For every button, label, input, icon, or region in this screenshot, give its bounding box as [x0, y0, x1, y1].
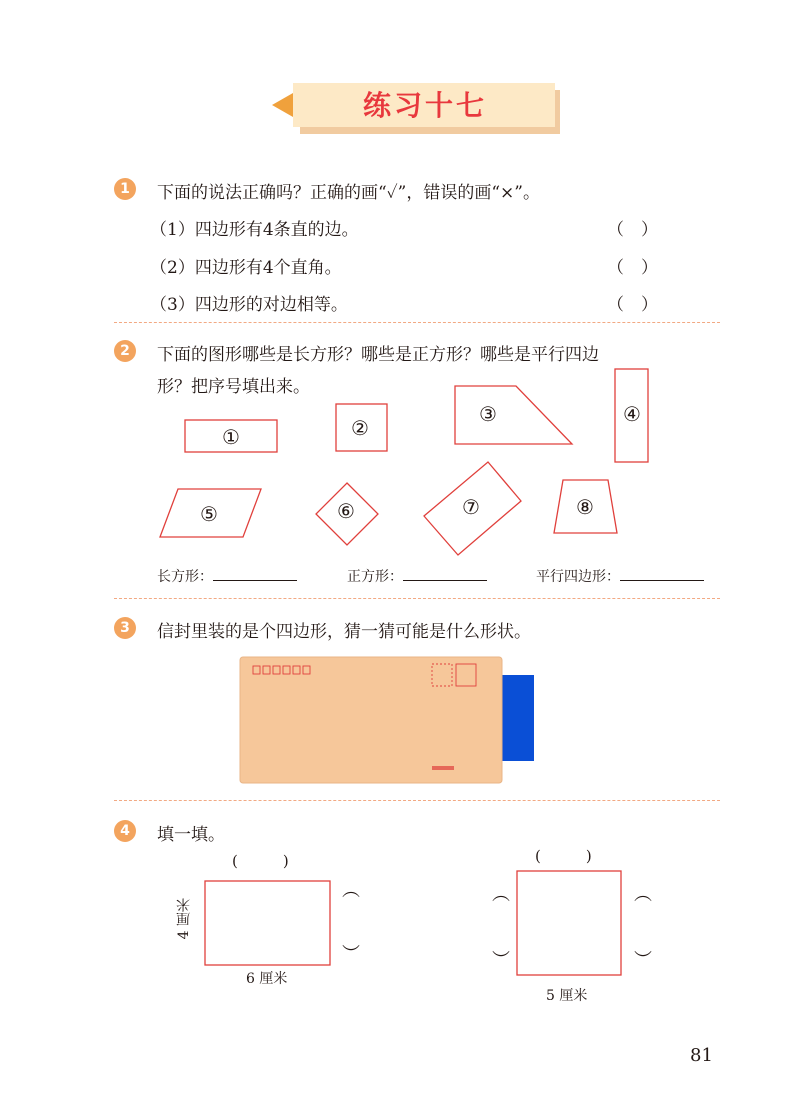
envelope-postmark	[432, 766, 454, 770]
answer-rectangle-label: 长方形：	[157, 569, 213, 585]
answer-rectangle-blank[interactable]	[213, 566, 297, 581]
shape-label-3: ③	[479, 402, 497, 426]
q1-item-3: （3）四边形的对边相等。	[150, 295, 348, 315]
square-top-blank[interactable]: ( )	[535, 847, 592, 865]
section-divider	[114, 598, 720, 599]
rect-side-label: 4 厘米	[176, 898, 192, 940]
q1-item-1: （1）四边形有4条直的边。	[150, 220, 359, 240]
question-2-badge: 2	[114, 340, 136, 362]
answer-parallelogram-blank[interactable]	[620, 566, 704, 581]
answer-square	[347, 566, 487, 586]
page-number: 81	[690, 1045, 713, 1066]
square-bottom-label: 5 厘米	[546, 988, 588, 1004]
square-left-blank-top[interactable]: ︵	[492, 884, 510, 905]
question-2-prompt-line1: 下面的图形哪些是长方形？哪些是正方形？哪些是平行四边	[157, 345, 599, 365]
shape-label-7: ⑦	[462, 495, 480, 519]
rect-right-blank-bottom[interactable]: ︶	[342, 944, 360, 965]
square-right-blank-top[interactable]: ︵	[634, 884, 652, 905]
question-2-prompt-line2: 形？把序号填出来。	[157, 377, 310, 397]
shape-label-6: ⑥	[337, 499, 355, 523]
question-4-prompt: 填一填。	[157, 825, 225, 845]
shape-label-5: ⑤	[200, 502, 218, 526]
blue-card	[498, 675, 534, 761]
q1-item-2: （2）四边形有4个直角。	[150, 258, 342, 278]
q1-answer-1[interactable]: （ ）	[607, 220, 658, 240]
answer-rectangle	[157, 566, 297, 586]
question-1-prompt: 下面的说法正确吗？正确的画“✓”，错误的画“×”。	[157, 183, 540, 203]
q1-answer-3[interactable]: （ ）	[607, 295, 658, 315]
answer-parallelogram	[536, 566, 704, 586]
question-4-badge: 4	[114, 820, 136, 842]
shape-label-2: ②	[351, 416, 369, 440]
shape-label-1: ①	[222, 425, 240, 449]
question-1-badge: 1	[114, 178, 136, 200]
question-3-badge: 3	[114, 617, 136, 639]
answer-square-label: 正方形：	[347, 569, 403, 585]
rect-right-blank-top[interactable]: ︵	[342, 880, 360, 901]
q1-answer-2[interactable]: （ ）	[607, 258, 658, 278]
q4-rectangle	[205, 881, 330, 965]
rect-bottom-label: 6 厘米	[246, 971, 288, 987]
q4-square	[517, 871, 621, 975]
answer-parallelogram-label: 平行四边形：	[536, 569, 620, 585]
rect-top-blank[interactable]: ( )	[232, 852, 289, 870]
shape-label-4: ④	[623, 402, 641, 426]
question-3-prompt: 信封里装的是个四边形，猜一猜可能是什么形状。	[157, 622, 531, 642]
shape-3-trapezoid	[455, 386, 572, 444]
square-left-blank-bottom[interactable]: ︶	[492, 950, 510, 971]
section-divider	[114, 800, 720, 801]
shape-label-8: ⑧	[576, 495, 594, 519]
envelope	[240, 657, 502, 783]
answer-square-blank[interactable]	[403, 566, 487, 581]
square-right-blank-bottom[interactable]: ︶	[634, 950, 652, 971]
page-title: 练习十七	[362, 89, 487, 122]
